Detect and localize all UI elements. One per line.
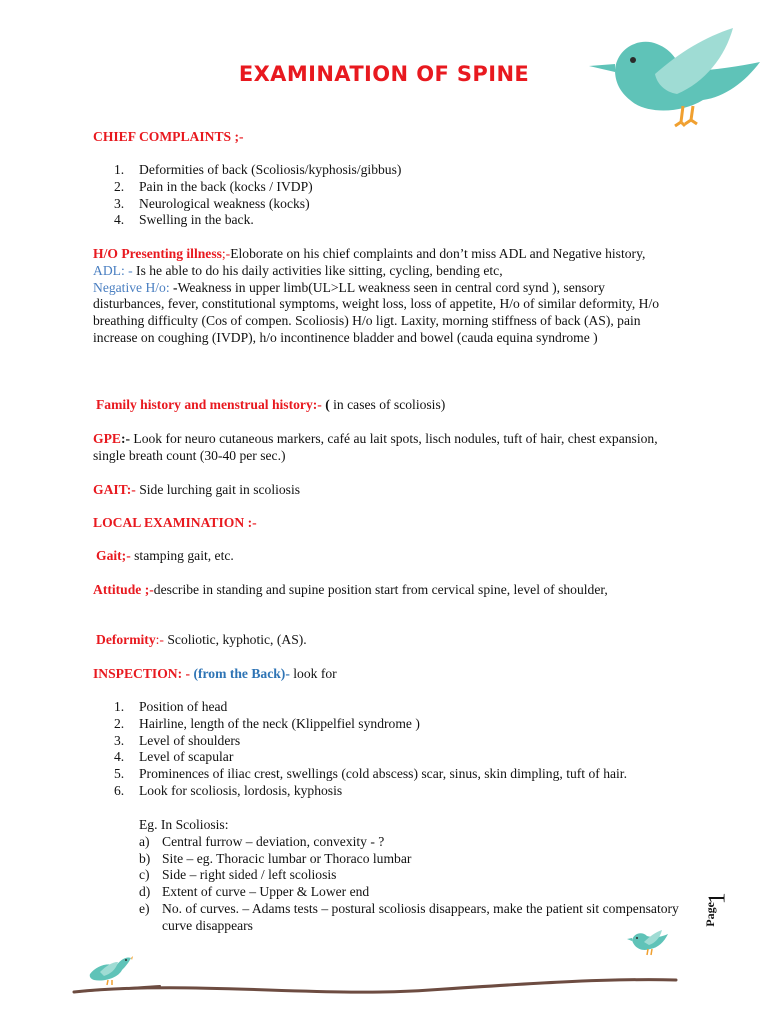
local-examination-heading: LOCAL EXAMINATION :- (93, 515, 257, 530)
small-bird-illustration (626, 928, 670, 958)
history-section (93, 246, 673, 347)
adl-paragraph: ADL: - Is he able to do his daily activities like sitting, cycling, bending etc, (93, 262, 503, 278)
attitude-paragraph: Attitude ;-describe in standing and supine position start from cervical spine, level of shoulder, (93, 582, 608, 597)
presenting-illness-paragraph: H/O Presenting illness;-Eloborate on his chief complaints and don’t miss ADL and Negative history, (93, 246, 646, 261)
list-item: 3. Level of shoulders (114, 732, 241, 748)
list-item: 2. Hairline, length of the neck (Klippelfiel syndrome ) (114, 715, 420, 731)
list-item: 3. Neurological weakness (kocks) (114, 195, 310, 211)
page-number: Page 1 (702, 892, 731, 927)
gpe-paragraph: GPE:- Look for neuro cutaneous markers, café au lait spots, lisch nodules, tuft of hair, chest expansion, single breath count (30-40 per sec.) (93, 431, 658, 463)
gait-local-paragraph: Gait;- stamping gait, etc. (96, 548, 234, 563)
list-item: e) No. of curves. – Adams tests – postural scoliosis disappears, make the patient sit compensatory curve disappears (139, 900, 679, 933)
chief-complaints-list (114, 162, 674, 229)
list-item: 4. Level of scapular (114, 749, 234, 765)
inspection-list (114, 699, 674, 800)
list-item: 6. Look for scoliosis, lordosis, kyphosis (114, 782, 343, 798)
family-history-paragraph: Family history and menstrual history:- ( in cases of scoliosis) (96, 397, 446, 412)
list-item: a) Central furrow – deviation, convexity - ? (139, 833, 385, 849)
gait-paragraph: GAIT:- Side lurching gait in scoliosis (93, 482, 301, 497)
list-item: b) Site – eg. Thoracic lumbar or Thoraco lumbar (139, 850, 412, 866)
branch-divider (70, 972, 680, 1002)
page-title: EXAMINATION OF SPINE (238, 62, 530, 86)
list-item: 2. Pain in the back (kocks / IVDP) (114, 178, 313, 194)
list-item: 5. Prominences of iliac crest, swellings (cold abscess) scar, sinus, skin dimpling, tuft of hair. (114, 766, 627, 782)
list-item: c) Side – right sided / left scoliosis (139, 867, 337, 883)
example-label: Eg. In Scoliosis: (139, 817, 229, 832)
list-item: 4. Swelling in the back. (114, 212, 254, 228)
inspection-heading: INSPECTION: - (from the Back)- look for (93, 666, 337, 681)
scoliosis-example (139, 817, 679, 935)
list-item: 1. Position of head (114, 699, 228, 714)
deformity-paragraph: Deformity:- Scoliotic, kyphotic, (AS). (96, 632, 307, 647)
list-item: 1. Deformities of back (Scoliosis/kyphosis/gibbus) (114, 162, 402, 177)
chief-complaints-heading: CHIEF COMPLAINTS ;- (93, 129, 244, 144)
negative-history-paragraph: Negative H/o: -Weakness in upper limb(UL>LL weakness seen in central cord synd ), sensory disturbances, fever, constitutional symptoms, weight loss, loss of appetite, H/o of similar deformity, H/o breathing difficulty (Cos of compen. Scoliosis) H/o ligt. Laxity, morning stiffness of back (AS), pain increase on coughing (IVDP), h/o incontinence bladder and bowel (cauda equina syndrome ) (93, 279, 660, 345)
list-item: d) Extent of curve – Upper & Lower end (139, 884, 370, 900)
